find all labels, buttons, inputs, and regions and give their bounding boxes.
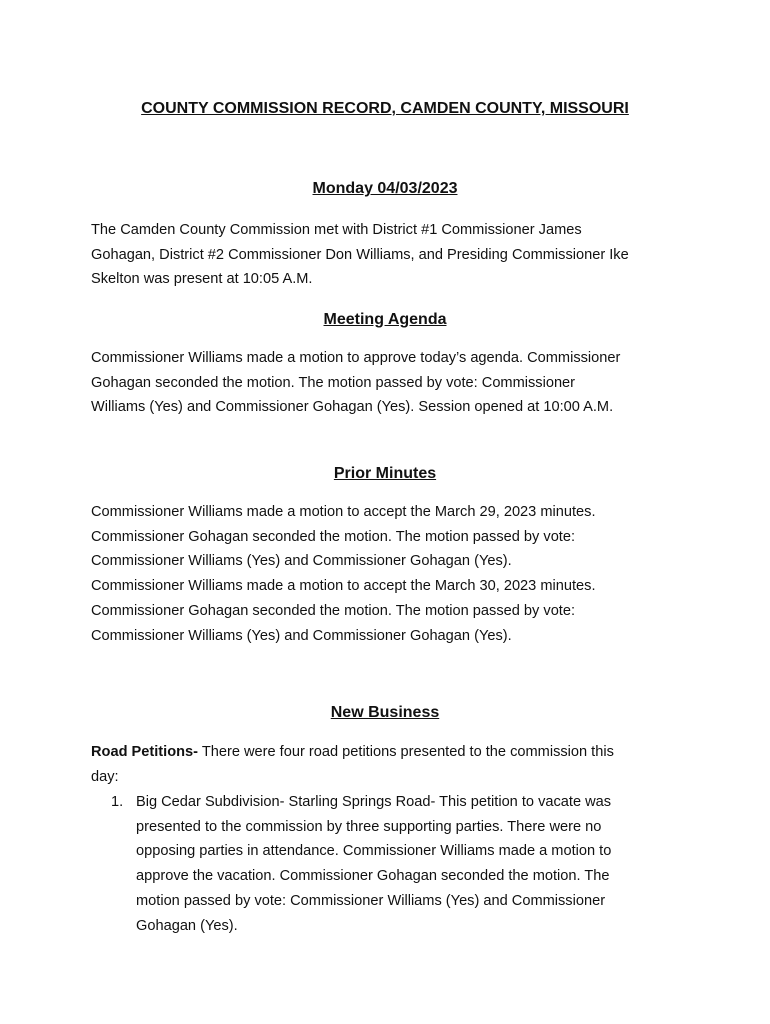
meeting-agenda-heading: Meeting Agenda xyxy=(323,311,447,328)
new-business-heading: New Business xyxy=(330,704,440,721)
document-title: COUNTY COMMISSION RECORD, CAMDEN COUNTY, MISSOURI xyxy=(141,100,629,117)
list-item-number: 1. xyxy=(111,794,124,810)
minutes-line: Commissioner Williams made a motion to accept the March 30, 2023 minutes. xyxy=(91,578,596,595)
date-heading: Monday 04/03/2023 xyxy=(312,180,458,197)
list-item xyxy=(136,790,611,938)
road-petitions-paragraph xyxy=(91,740,614,789)
road-petitions-line xyxy=(91,740,614,765)
prior-minutes-heading: Prior Minutes xyxy=(333,465,437,482)
agenda-line: Commissioner Williams made a motion to approve today’s agenda. Commissioner xyxy=(91,350,621,366)
road-petitions-line: day: xyxy=(91,768,119,785)
list-item-line: approve the vacation. Commissioner Gohagan seconded the motion. The xyxy=(136,868,610,885)
minutes-line: Commissioner Gohagan seconded the motion. The motion passed by vote: xyxy=(91,602,576,619)
intro-line: Skelton was present at 10:05 A.M. xyxy=(91,271,313,288)
intro-paragraph xyxy=(91,218,629,292)
intro-line: Gohagan, District #2 Commissioner Don Williams, and Presiding Commissioner Ike xyxy=(91,246,629,263)
list-item-line: opposing parties in attendance. Commissioner Williams made a motion to xyxy=(136,843,612,860)
minutes-line: Commissioner Gohagan seconded the motion. The motion passed by vote: xyxy=(91,528,576,545)
list-item-line: Big Cedar Subdivision- Starling Springs Road- This petition to vacate was xyxy=(136,794,612,810)
intro-line: The Camden County Commission met with District #1 Commissioner James xyxy=(91,222,582,238)
list-item-line: motion passed by vote: Commissioner Williams (Yes) and Commissioner xyxy=(136,892,606,909)
list-item-line: presented to the commission by three supporting parties. There were no xyxy=(136,818,602,835)
road-petitions-label: Road Petitions- xyxy=(91,744,199,760)
prior-minutes-paragraph xyxy=(91,500,596,648)
list-item-line: Gohagan (Yes). xyxy=(136,917,238,934)
meeting-agenda-paragraph xyxy=(91,346,620,420)
agenda-line: Gohagan seconded the motion. The motion passed by vote: Commissioner xyxy=(91,374,576,391)
minutes-line: Commissioner Williams (Yes) and Commissioner Gohagan (Yes). xyxy=(91,627,512,644)
road-petitions-text: There were four road petitions presented to the commission this xyxy=(198,744,614,760)
agenda-line: Williams (Yes) and Commissioner Gohagan (Yes). Session opened at 10:00 A.M. xyxy=(91,399,614,416)
minutes-line: Commissioner Williams (Yes) and Commissioner Gohagan (Yes). xyxy=(91,553,512,570)
minutes-line: Commissioner Williams made a motion to accept the March 29, 2023 minutes. xyxy=(91,504,596,520)
